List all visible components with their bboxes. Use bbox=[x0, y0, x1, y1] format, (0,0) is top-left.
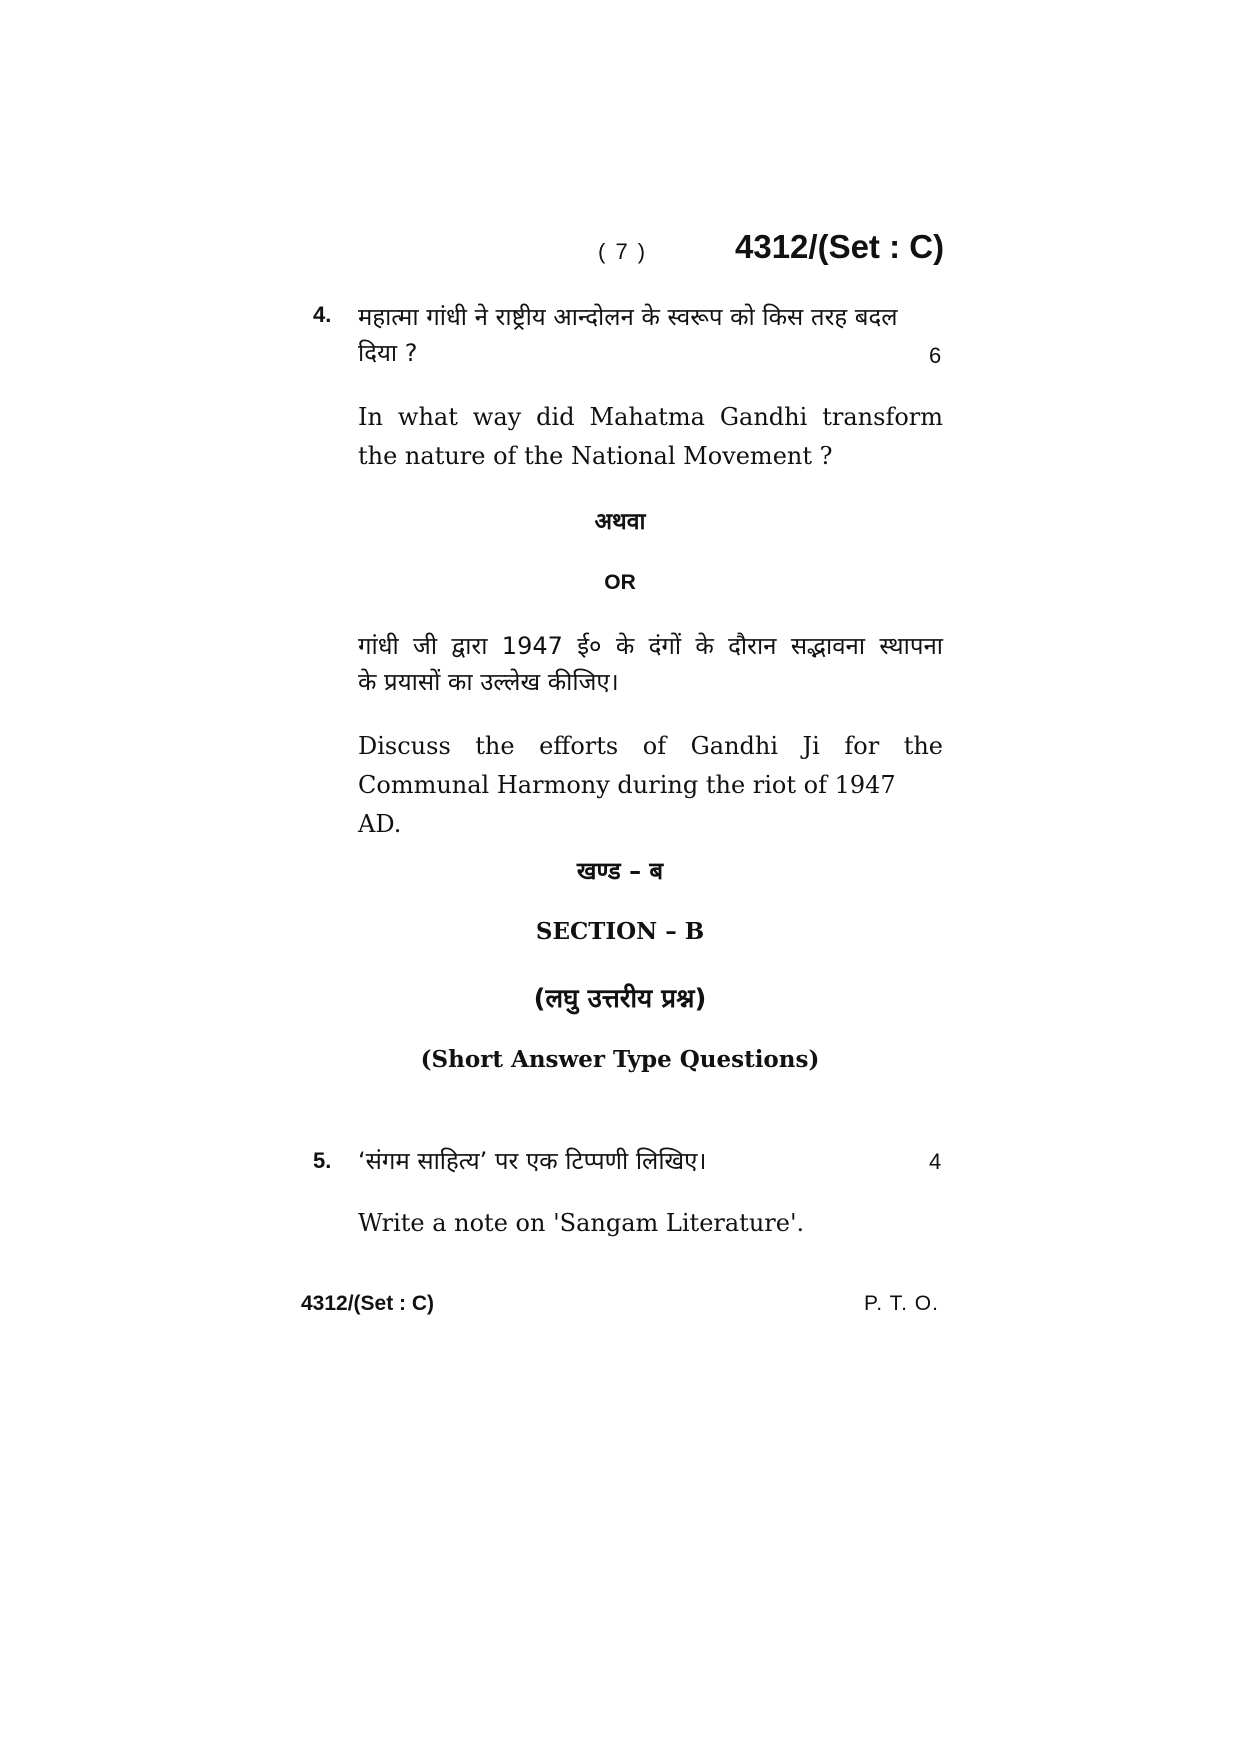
alternative-english-line-2: Communal Harmony during the riot of 1947 AD. bbox=[358, 771, 896, 838]
question-4-marks: 6 bbox=[929, 343, 942, 368]
alternative-hindi-line-2: के प्रयासों का उल्लेख कीजिए। bbox=[358, 668, 619, 696]
section-subtitle-hindi: (लघु उत्तरीय प्रश्न) bbox=[533, 984, 707, 1014]
paper-code-header: 4312/(Set : C) bbox=[735, 228, 945, 265]
question-4-hindi-text: महात्मा गांधी ने राष्ट्रीय आन्दोलन के स्वरूप को किस तरह बदल दिया ? bbox=[358, 303, 898, 367]
alternative-question-hindi bbox=[358, 628, 943, 700]
question-4-english-text: In what way did Mahatma Gandhi transform the nature of the National Movement ? bbox=[358, 403, 943, 470]
question-5-marks: 4 bbox=[929, 1149, 942, 1174]
alternative-english-line-1: Discuss the efforts of Gandhi Ji for the bbox=[358, 732, 943, 760]
section-heading-hindi: खण्ड – ब bbox=[576, 857, 664, 885]
section-subtitle-english: (Short Answer Type Questions) bbox=[420, 1046, 820, 1073]
question-4-number: 4. bbox=[313, 302, 332, 327]
or-hindi: अथवा bbox=[594, 509, 646, 535]
question-5-english-text: Write a note on 'Sangam Literature'. bbox=[358, 1209, 805, 1237]
alternative-question-english bbox=[358, 727, 943, 844]
alternative-hindi-line-1: गांधी जी द्वारा 1947 ई० के दंगों के दौरान सद्भावना स्थापना bbox=[358, 632, 943, 660]
question-5-number: 5. bbox=[313, 1148, 332, 1173]
footer-pto: P. T. O. bbox=[864, 1292, 939, 1315]
footer-paper-code: 4312/(Set : C) bbox=[301, 1292, 435, 1315]
or-english: OR bbox=[604, 571, 636, 594]
section-heading-english: SECTION – B bbox=[535, 918, 705, 945]
question-5-hindi-text: ‘संगम साहित्य’ पर एक टिप्पणी लिखिए। bbox=[358, 1147, 707, 1175]
page-number: ( 7 ) bbox=[598, 239, 648, 264]
